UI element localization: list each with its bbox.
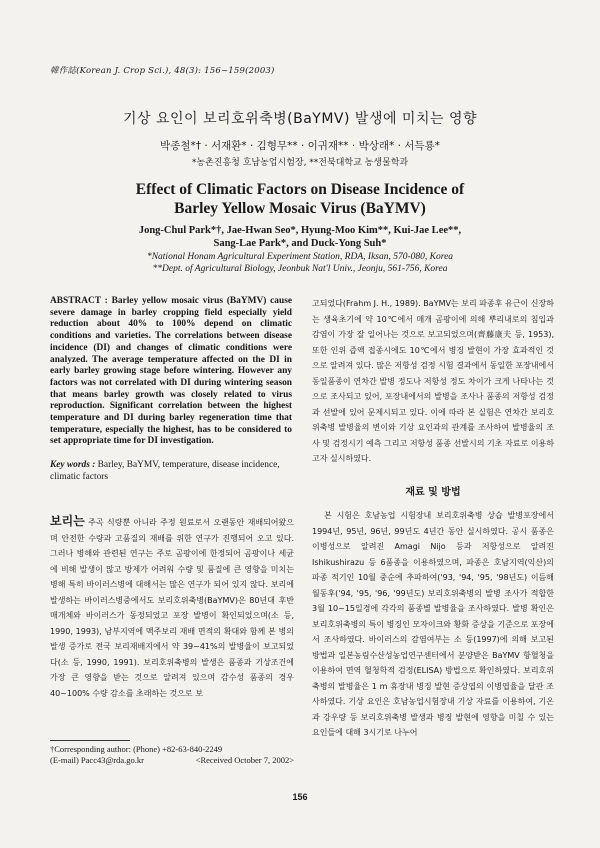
authors-english-line-2: Sang-Lae Park*, and Duck-Yong Suh* [213, 238, 387, 249]
title-english [0, 180, 600, 218]
keywords-list: Barley, BaYMV, temperature, disease incidence, climatic factors [50, 460, 280, 482]
footnote-received: <Received October 7, 2002> [195, 755, 294, 765]
keywords [50, 460, 292, 483]
journal-header: 韓作誌(Korean J. Crop Sci.), 48(3): 156~159(2003) [50, 66, 275, 76]
methods-text: 본 시험은 호남농업 시험장내 보리호위축병 상습 발병포장에서 1994년, 95년, 96년, 99년도 4년간 동안 실시하였다. 공시 품종은 이병성으로 알려진 Amagi Nijo 등과 저항성으로 알려진 Ishikushirazu 등 6품종을 이용하였으며, 파종은 호남지역(익산)의 파종 적기인 10월 중순에 추파하여('93, '94, '95, '98년도) 이듬해 월동후('94, '95, '96, '99년도) 보리호위축병의 발병 조사가 적합한 3월 10~15일경에 각각의 품종별 발병율을 조사하였다. 발병 확인은 보리호위축병의 특이 병징인 모자이크와 황화 증상을 기준으로 포장에서 조사하였다. 바이러스의 감염여부는 소 등(1997)에 의해 보고된 방법과 일본농림수산성농업연구센터에서 분양받은 BaYMV 항혈청을 이용하여 면역 혈청학적 검정(ELISA) 방법으로 확인하였다. 보리호위축병의 발병율은 1 m 휴장내 병징 발현 증상엽의 이병엽율을 달관 조사하였다. 기상 요인은 호남농업시험장내 기상 자료를 이용하여, 기온과 강우량 등 보리호위축병 발생과 병징 발현에 영향을 미칠 수 있는 요인들에 대해 3시기로 나누어 [312, 511, 554, 737]
authors-english [0, 224, 600, 250]
footnote [50, 744, 294, 766]
authors-korean: 박종철*† · 서재환* · 김형무** · 이귀재** · 박상래* · 서득룡* [160, 140, 440, 152]
keywords-label: Key words : [50, 460, 96, 470]
introduction-lead: 보리는 [50, 514, 85, 528]
abstract: ABSTRACT : Barley yellow mosaic virus (BaYMV) cause severe damage in barley cropping field especially yield reduction about 40% to 100% depend on climatic conditions and varieties. The correlations between disease incidence (DI) and changes of climatic conditions were analyzed. The average temperature affected on the DI in early barley growing stage before wintering. However any factors was not correlated with DI during wintering season that means barley growth was closely related to virus reproduction. Significant correlation between the highest temperature and DI during barley regeneration time that temperature, especially the highest, has to be considered to set appropriate time for DI investigation. [50, 296, 292, 447]
introduction-continuation: 고되었다(Frahm J. H., 1989). BaYMV는 보리 파종후 유근이 신장하는 생육초기에 약 10℃에서 매개 곰팡이에 의해 뿌리내로의 침입과 감염이 가장 잘 일어나는 것으로 보고되었으며(齊藤康夫 등, 1953), 또한 인위 즙액 접종시에도 10℃에서 병징 발현이 가장 효과적인 것으로 알려져 있다. 많은 저항성 검정 시험 결과에서 동일한 포장내에서 동일품종이 연차간 발병 정도나 저항성 정도 차이가 크게 나타나는 것으로 조사되고 있어, 포장내에서의 발병을 조사나 품종의 저항성 검정과 선발에 있어 문제시되고 있다. 이에 따라 본 실험은 연차간 보리호위축병 발병율의 변이와 기상 요인과의 관계를 조사하여 발병율의 조사 및 검정시기 예측 그리고 저항성 품종 선발시의 기초 자료로 이용하고자 실시하였다. [312, 299, 554, 463]
affiliation-english [0, 251, 600, 275]
title-korean: 기상 요인이 보리호위축병(BaYMV) 발생에 미치는 영향 [122, 111, 478, 127]
affiliation-korean: *농촌진흥청 호남농업시험장, **전북대학교 농생물학과 [191, 158, 409, 168]
section-title-methods: 재료 및 방법 [405, 487, 461, 498]
footnote-corresponding: †Corresponding author: (Phone) +82-63-840-2249 [50, 744, 223, 754]
introduction [50, 514, 294, 701]
footnote-rule [50, 740, 130, 741]
introduction-body: 주곡 식량뿐 아니라 주정 원료로서 오랜동안 재배되어왔으며 안전한 수량과 고품질의 재배를 위한 연구가 진행되어 오고 있다. 그러나 병해와 관련된 연구는 주로 곰팡이에 한정되어 곰팡이나 세균에 비해 발생이 많고 방제가 어려워 수량 및 품질에 큰 영향을 미치는 병해 특히 바이러스병에 대해서는 많은 연구가 되어 있지 않다. 보리에 발생하는 바이러스병중에서도 보리호위축병(BaYMV)은 80년대 후반 매개체와 바이러스가 동정되었고 포장 발병이 확인되었으며(소 등, 1990, 1993), 남부지역에 맥주보리 재배 면적의 확대와 함께 본 병의 발생 증가로 전국 보리재배지에서 약 39~41%의 발병율이 보고되었다(소 등, 1990, 1991). 보리호위축병의 발생은 품종과 기상조건에 가장 큰 영향을 받는 것으로 알려져 있으며 감수성 품종의 경우 40~100% 수량 감소를 초래하는 것으로 보 [50, 518, 294, 698]
affiliation-english-2: **Dept. of Agricultural Biology, Jeonbuk Nat'l Univ., Jeonju, 561-756, Korea [152, 264, 448, 274]
affiliation-english-1: *National Honam Agricultural Experiment Station, RDA, Iksan, 570-080, Korea [146, 252, 454, 262]
title-english-line-1: Effect of Climatic Factors on Disease Incidence of [135, 181, 465, 198]
authors-english-line-1: Jong-Chul Park*†, Jae-Hwan Seo*, Hyung-Moo Kim**, Kui-Jae Lee**, [138, 225, 462, 236]
footnote-email: (E-mail) Pacc43@rda.go.kr [50, 755, 144, 765]
page-number: 156 [292, 792, 308, 802]
title-english-line-2: Barley Yellow Mosaic Virus (BaYMV) [174, 200, 426, 217]
